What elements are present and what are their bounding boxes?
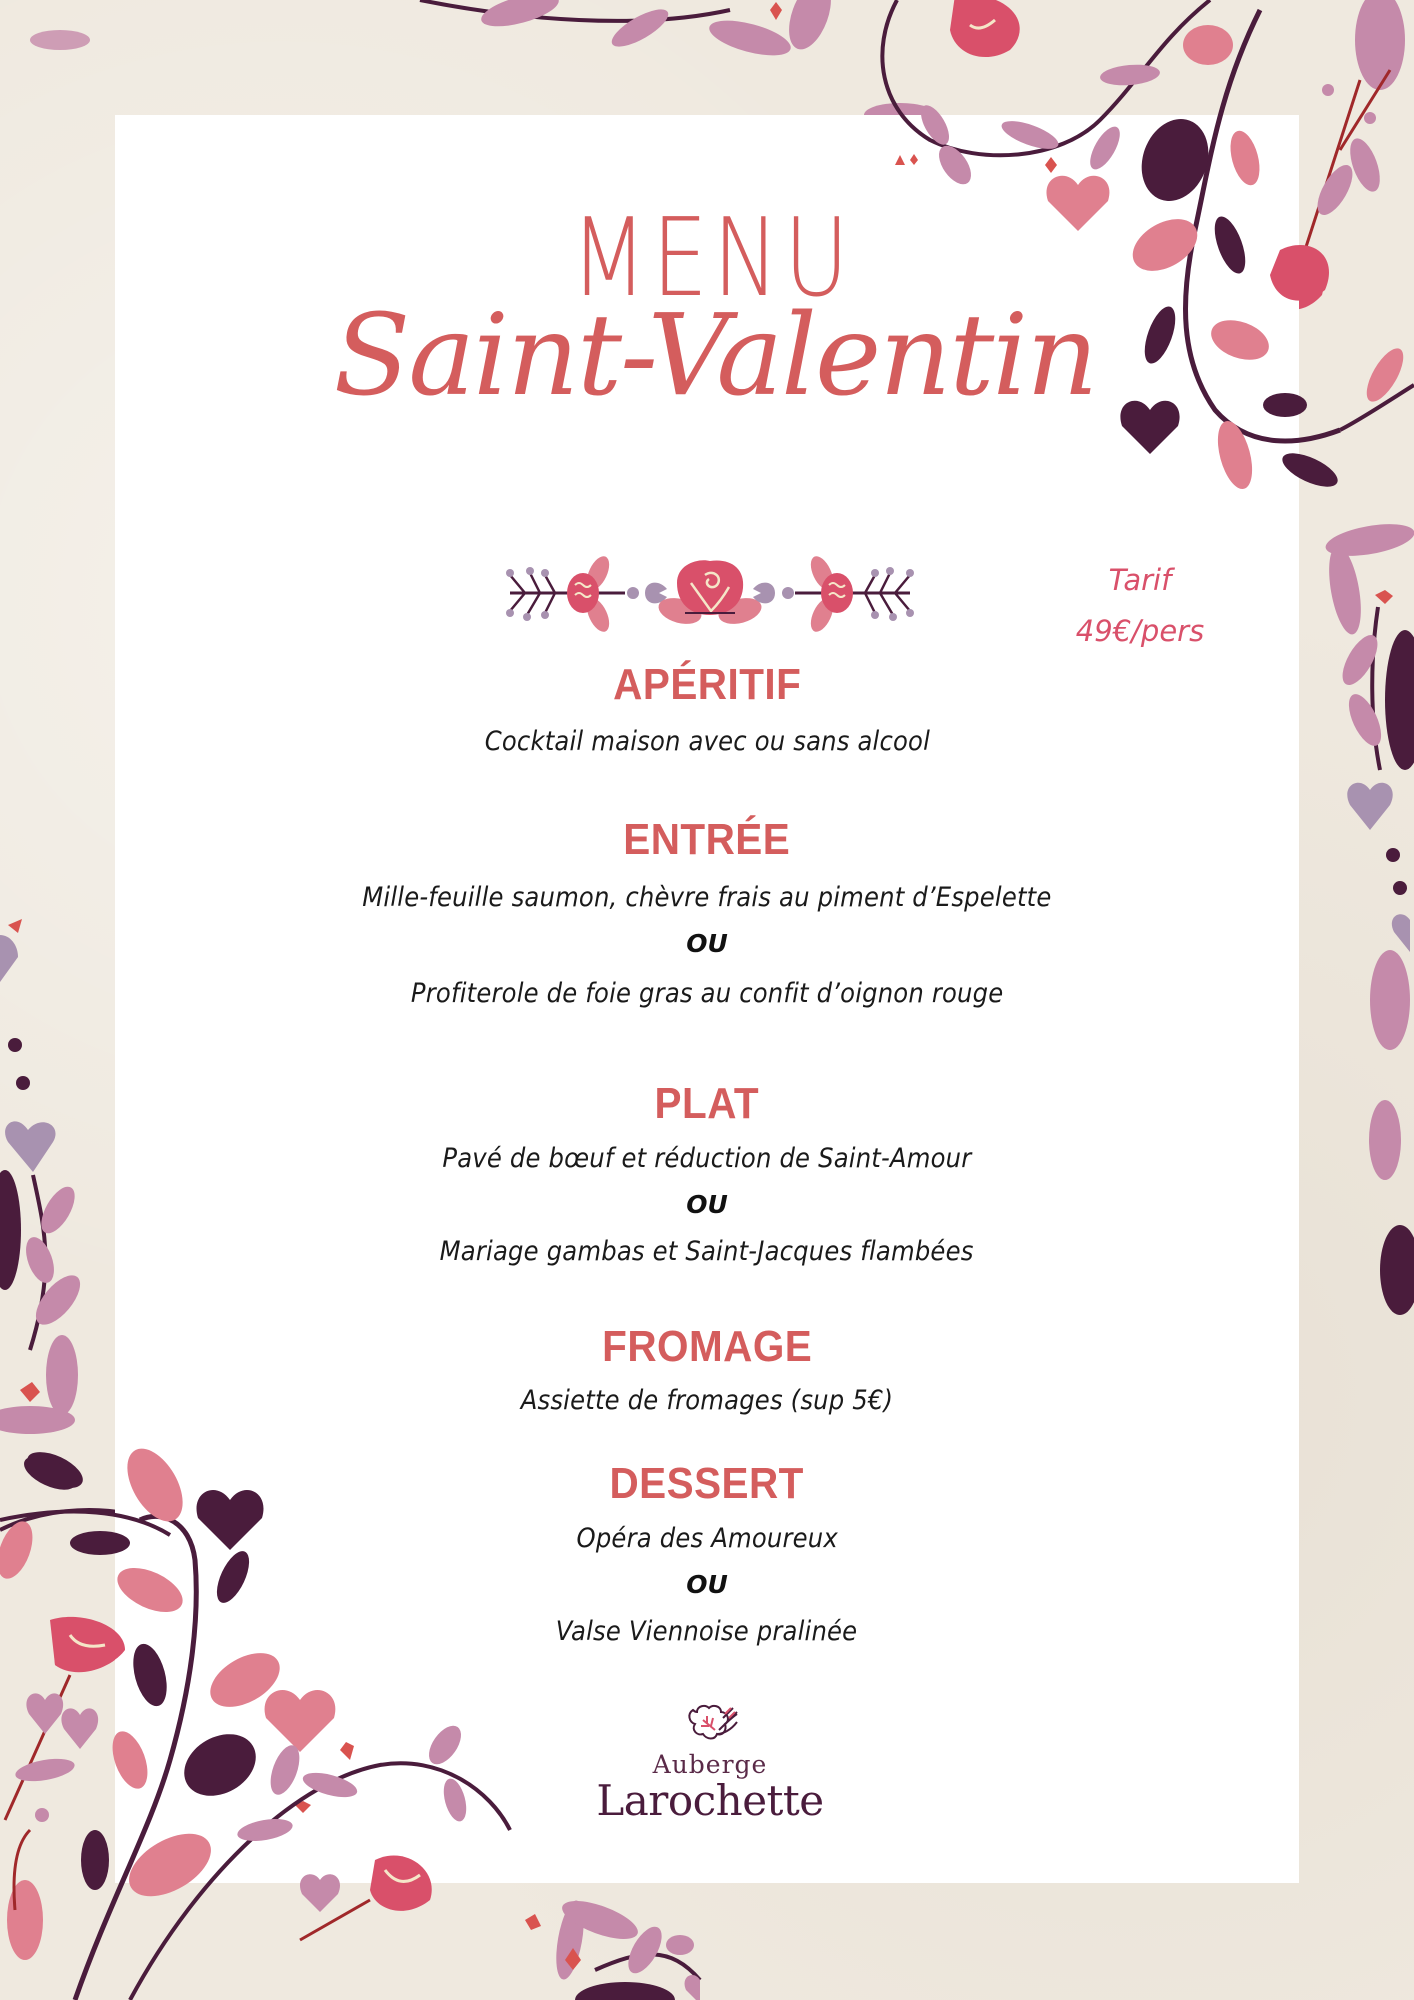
title-saint-valentin: Saint-Valentin [333, 291, 1097, 421]
logo-line-auberge: Auberge [652, 1750, 768, 1779]
section-plat [115, 1079, 1299, 1282]
or-separator: OU [686, 1570, 728, 1599]
leaf-hand-icon [685, 1700, 741, 1742]
section-aperitif [115, 660, 1299, 763]
section-title: APÉRITIF [612, 660, 802, 709]
logo-line-larochette: Larochette [596, 1776, 824, 1825]
dish-item: Mille-feuille saumon, chèvre frais au piment d’Espelette [362, 882, 1052, 913]
rose-divider-ornament [505, 553, 915, 633]
dish-item: Pavé de bœuf et réduction de Saint-Amour [442, 1143, 972, 1174]
title-menu: MENU [570, 196, 854, 321]
section-title: PLAT [654, 1079, 760, 1128]
title-flourish [300, 180, 320, 200]
dish-item: Valse Viennoise pralinée [556, 1616, 858, 1647]
dish-item: Assiette de fromages (sup 5€) [520, 1385, 894, 1416]
section-title: ENTRÉE [623, 815, 791, 864]
section-fromage [115, 1322, 1299, 1425]
dish-item: Profiterole de foie gras au confit d’oignon rouge [410, 978, 1004, 1009]
dish-item: Mariage gambas et Saint-Jacques flambées [440, 1236, 974, 1267]
or-separator: OU [686, 1190, 728, 1219]
section-title: DESSERT [609, 1459, 805, 1508]
section-title: FROMAGE [601, 1322, 813, 1371]
dish-item: Opéra des Amoureux [576, 1523, 838, 1554]
section-dessert [115, 1459, 1299, 1662]
dish-item: Cocktail maison avec ou sans alcool [484, 726, 930, 757]
tarif-price: 49€/pers [1075, 614, 1205, 648]
section-entree [115, 815, 1299, 1018]
or-separator: OU [686, 929, 728, 958]
tarif-block [1040, 555, 1240, 657]
tarif-label: Tarif [1108, 563, 1172, 597]
